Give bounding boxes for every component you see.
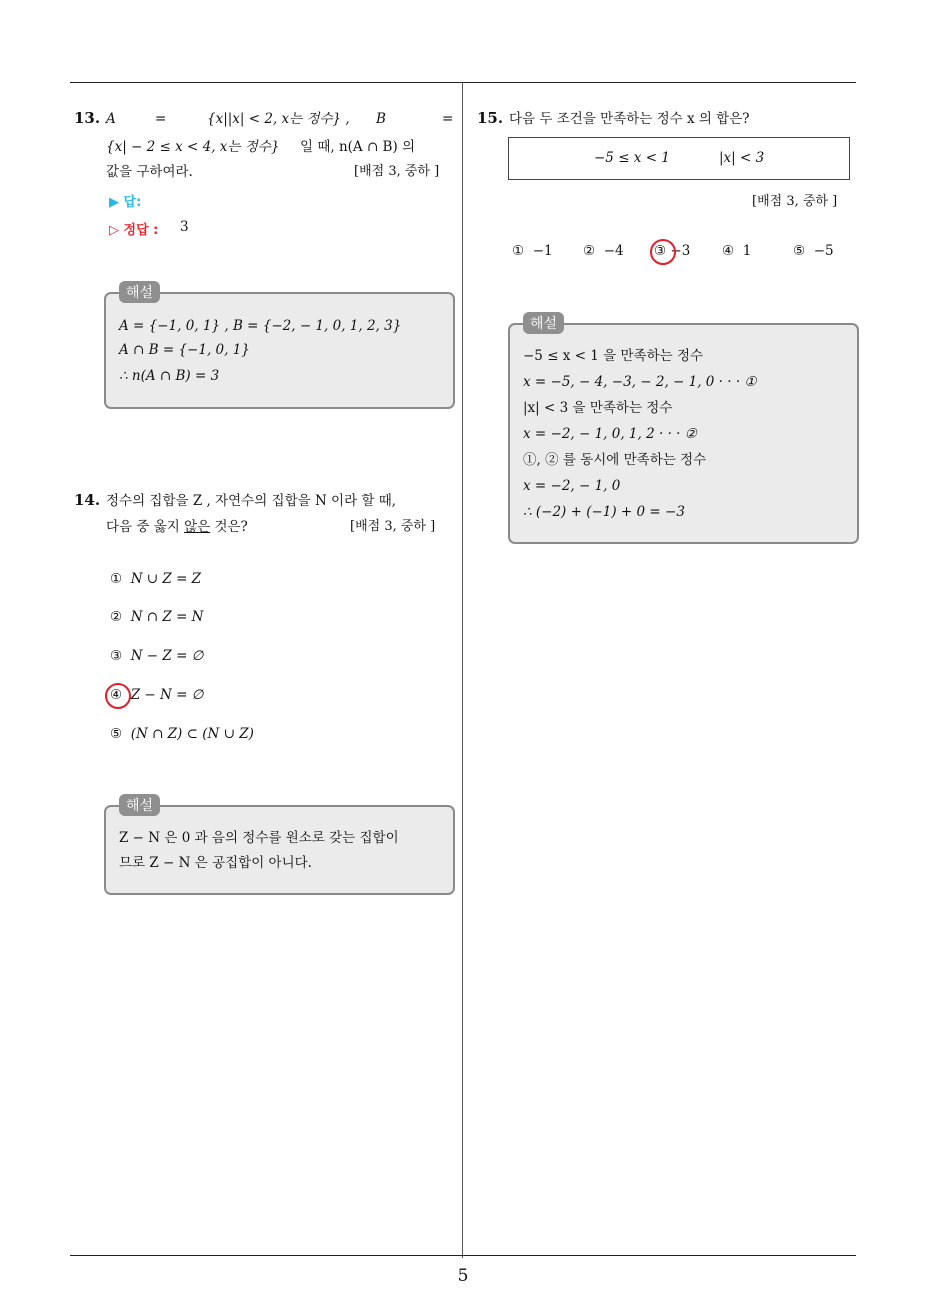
q14-option-3[interactable]: ③ N − Z = ∅: [110, 648, 204, 664]
q14-score-meta: [배점 3, 중하 ]: [350, 519, 436, 534]
column-divider: [462, 83, 463, 1258]
q13-correct-label: ▷ 정답 :: [109, 223, 159, 238]
q14-solution-tag: 해설: [119, 794, 160, 816]
q15-solution-line: x = −2, − 1, 0, 1, 2 · · · ②: [523, 426, 697, 442]
q15-solution-line: x = −2, − 1, 0: [523, 478, 621, 494]
q13-solution-line: A = {−1, 0, 1} , B = {−2, − 1, 0, 1, 2, 3}: [119, 318, 402, 334]
q15-condition-2: |x| < 3: [719, 150, 765, 166]
q15-option-5[interactable]: ⑤ −5: [793, 243, 834, 259]
q15-option-3[interactable]: ③ −3: [654, 243, 691, 259]
q13-score-meta: [배점 3, 중하 ]: [354, 164, 440, 179]
q14-option-4[interactable]: ④ Z − N = ∅: [110, 687, 204, 703]
q14-solution-box: [104, 805, 455, 895]
q15-solution-box: [508, 323, 859, 544]
q13-solution-line: ∴ n(A ∩ B) = 3: [119, 368, 220, 384]
q14-selected-mark: [105, 683, 131, 709]
q13-question-tail: 일 때, n(A ∩ B) 의: [300, 139, 416, 155]
q14-solution-line: 므로 Z − N 은 공집합이 아니다.: [119, 855, 312, 871]
q15-condition-box: [508, 137, 850, 180]
q13-set-b-def: {x| − 2 ≤ x < 4, x는 정수}: [106, 139, 280, 155]
q14-underlined-word: 않은: [184, 519, 211, 535]
q14-option-5[interactable]: ⑤ (N ∩ Z) ⊂ (N ∪ Z): [110, 726, 254, 742]
q13-set-a-label: A: [106, 111, 116, 127]
q15-option-2[interactable]: ② −4: [583, 243, 624, 259]
q15-solution-line: |x| < 3 을 만족하는 정수: [523, 400, 673, 416]
q14-solution-line: Z − N 은 0 과 음의 정수를 원소로 갖는 집합이: [119, 830, 399, 846]
q13-correct-value: 3: [180, 219, 189, 235]
q13-number: 13.: [74, 109, 101, 127]
q15-solution-line: ①, ② 를 동시에 만족하는 정수: [523, 452, 707, 468]
q15-option-1[interactable]: ① −1: [512, 243, 553, 259]
bottom-rule: [70, 1255, 856, 1256]
q13-set-b-label: B: [376, 111, 386, 127]
q13-answer-label: ▶ 답:: [109, 195, 142, 210]
q15-solution-line: −5 ≤ x < 1 을 만족하는 정수: [523, 348, 704, 364]
q14-option-2[interactable]: ② N ∩ Z = N: [110, 609, 204, 625]
top-rule: [70, 82, 856, 83]
page-number: 5: [457, 1266, 469, 1286]
q13-question-end: 값을 구하여라.: [106, 164, 193, 180]
q13-set-a-def: {x||x| < 2, x는 정수} ,: [207, 111, 350, 127]
q15-selected-mark: [650, 239, 676, 265]
q15-solution-line: ∴ (−2) + (−1) + 0 = −3: [523, 504, 685, 520]
q13-solution-line: A ∩ B = {−1, 0, 1}: [119, 342, 250, 358]
q15-solution-line: x = −5, − 4, −3, − 2, − 1, 0 · · · ①: [523, 374, 757, 390]
q14-question-line2: 다음 중 옳지 않은 것은?: [106, 519, 248, 535]
q15-question: 다음 두 조건을 만족하는 정수 x 의 합은?: [509, 111, 750, 127]
q15-condition-1: −5 ≤ x < 1: [594, 150, 670, 166]
q15-solution-tag: 해설: [523, 312, 564, 334]
q15-number: 15.: [477, 109, 504, 127]
q14-question-line1: 정수의 집합을 Z , 자연수의 집합을 N 이라 할 때,: [106, 493, 397, 509]
q15-option-4[interactable]: ④ 1: [722, 243, 752, 259]
q14-option-1[interactable]: ① N ∪ Z = Z: [110, 571, 202, 587]
q15-score-meta: [배점 3, 중하 ]: [752, 194, 838, 209]
q13-equals-2: =: [442, 111, 454, 127]
q13-solution-tag: 해설: [119, 281, 160, 303]
q14-number: 14.: [74, 491, 101, 509]
q13-equals-1: =: [155, 111, 167, 127]
q13-solution-box: [104, 292, 455, 409]
